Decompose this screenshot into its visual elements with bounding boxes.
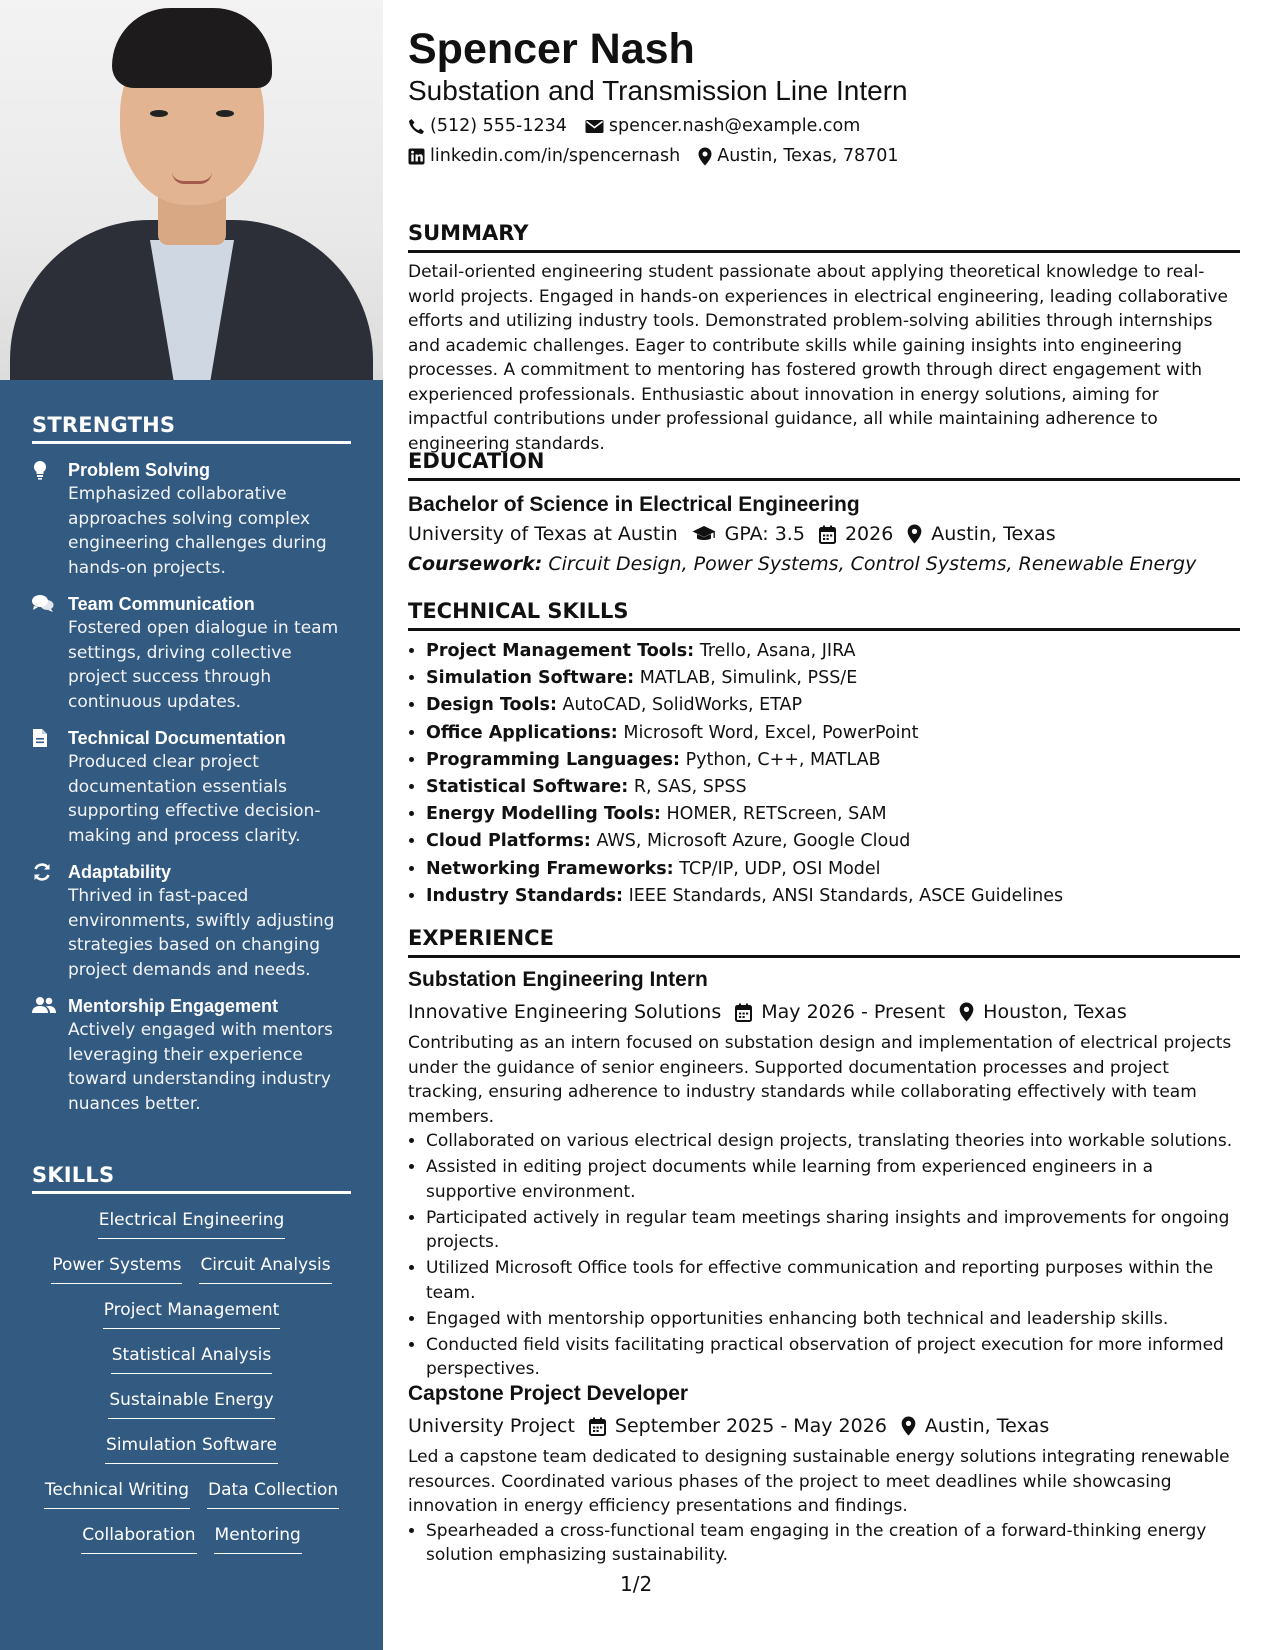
lightbulb-icon bbox=[32, 458, 68, 580]
map-pin-icon bbox=[901, 1416, 916, 1436]
contact-phone[interactable]: (512) 555-1234 bbox=[408, 114, 567, 138]
job-bullets bbox=[408, 1519, 1240, 1568]
envelope-icon bbox=[585, 119, 604, 134]
list-item: • Spearheaded a cross-functional team engaging in the creation of a forward-thinking energy solution emphasizing sustainability. bbox=[426, 1519, 1240, 1568]
main-content bbox=[408, 0, 1240, 1565]
graduation-cap-icon bbox=[692, 525, 716, 543]
strength-desc: Actively engaged with mentors leveraging their experience toward understanding industry nuances better. bbox=[68, 1020, 333, 1114]
calendar-icon bbox=[589, 1417, 606, 1436]
refresh-icon bbox=[32, 860, 68, 982]
list-item: • Assisted in editing project documents while learning from experienced engineers in a supportive environment. bbox=[426, 1155, 1240, 1204]
list-item: • Programming Languages: Python, C++, MATLAB bbox=[426, 747, 1258, 774]
education-entry bbox=[408, 491, 1240, 579]
education-location: Austin, Texas bbox=[907, 519, 1055, 549]
skill-chip: Data Collection bbox=[207, 1476, 339, 1509]
list-item: • Simulation Software: MATLAB, Simulink, PSS/E bbox=[426, 665, 1258, 692]
sidebar bbox=[0, 0, 383, 1650]
skill-row bbox=[32, 1341, 351, 1374]
strength-title: Adaptability bbox=[68, 862, 172, 882]
graduation-year: 2026 bbox=[819, 519, 893, 549]
coursework bbox=[408, 549, 1240, 579]
job-entry bbox=[408, 1380, 1240, 1569]
page-number: 1/2 bbox=[620, 1572, 653, 1596]
skill-row bbox=[32, 1476, 351, 1509]
strength-item bbox=[32, 994, 351, 1116]
map-pin-icon bbox=[698, 147, 712, 166]
list-item: • Cloud Platforms: AWS, Microsoft Azure, Google Cloud bbox=[426, 828, 1258, 855]
strength-item bbox=[32, 458, 351, 580]
skills-section bbox=[32, 1163, 351, 1554]
education-heading: EDUCATION bbox=[408, 447, 1240, 481]
strength-title: Technical Documentation bbox=[68, 728, 286, 748]
job-meta bbox=[408, 1411, 1240, 1441]
experience-heading: EXPERIENCE bbox=[408, 924, 1240, 958]
linkedin-icon bbox=[408, 148, 425, 165]
job-bullets bbox=[408, 1129, 1240, 1382]
skill-chip: Project Management bbox=[103, 1296, 281, 1329]
list-item: • Utilized Microsoft Office tools for effective communication and reporting purposes within the team. bbox=[426, 1256, 1240, 1305]
degree: Bachelor of Science in Electrical Engineering bbox=[408, 493, 860, 516]
strength-title: Problem Solving bbox=[68, 460, 211, 480]
coursework-label: Coursework: bbox=[408, 553, 543, 575]
strength-item bbox=[32, 592, 351, 714]
list-item: • Engaged with mentorship opportunities enhancing both technical and leadership skills. bbox=[426, 1307, 1240, 1332]
job-meta bbox=[408, 997, 1240, 1027]
list-item: • Design Tools: AutoCAD, SolidWorks, ETAP bbox=[426, 692, 1258, 719]
skill-chip: Sustainable Energy bbox=[108, 1386, 274, 1419]
strength-item bbox=[32, 726, 351, 848]
skill-chip: Technical Writing bbox=[44, 1476, 190, 1509]
candidate-name: Spencer Nash bbox=[408, 25, 695, 73]
list-item: • Statistical Software: R, SAS, SPSS bbox=[426, 774, 1258, 801]
contact-linkedin[interactable]: linkedin.com/in/spencernash bbox=[408, 144, 680, 168]
list-item: • Project Management Tools: Trello, Asana, JIRA bbox=[426, 638, 1258, 665]
job-dates: September 2025 - May 2026 bbox=[589, 1411, 887, 1441]
skill-chip: Mentoring bbox=[214, 1521, 302, 1554]
map-pin-icon bbox=[907, 524, 922, 544]
strengths-heading: STRENGTHS bbox=[32, 413, 351, 444]
skill-row bbox=[32, 1386, 351, 1419]
contact-row bbox=[408, 144, 1240, 168]
technical-skills-list bbox=[408, 638, 1258, 910]
strength-desc: Emphasized collaborative approaches solving complex engineering challenges during hands-on projects. bbox=[68, 484, 327, 578]
phone-icon bbox=[408, 118, 425, 135]
strength-desc: Thrived in fast-paced environments, swiftly adjusting strategies based on changing project demands and needs. bbox=[68, 886, 335, 980]
education-meta bbox=[408, 519, 1240, 549]
list-item: • Energy Modelling Tools: HOMER, RETScreen, SAM bbox=[426, 801, 1258, 828]
skill-row bbox=[32, 1296, 351, 1329]
job-title: Capstone Project Developer bbox=[408, 1382, 689, 1405]
skill-chip: Power Systems bbox=[51, 1251, 182, 1284]
document-icon bbox=[32, 726, 68, 848]
strength-title: Mentorship Engagement bbox=[68, 996, 279, 1016]
list-item: • Office Applications: Microsoft Word, Excel, PowerPoint bbox=[426, 720, 1258, 747]
users-icon bbox=[32, 994, 68, 1116]
summary-text: Detail-oriented engineering student passionate about applying theoretical knowledge to real-world projects. Engaged in hands-on experiences in electrical engineering, leading collaborative efforts and utilizing industry tools. Demonstrated problem-solving abilities through internships and academic challenges. Eager to contribute skills while gaining insights into engineering processes. A commitment to mentoring has fostered growth through direct engagement with experienced professionals. Enthusiastic about innovation in energy solutions, aiming for impactful contributions under professional guidance, all while maintaining adherence to engineering standards. bbox=[408, 262, 1228, 454]
skill-chips bbox=[32, 1206, 351, 1554]
skill-row bbox=[32, 1431, 351, 1464]
company: Innovative Engineering Solutions bbox=[408, 1001, 722, 1023]
contact-row bbox=[408, 114, 1240, 138]
chat-bubbles-icon bbox=[32, 592, 68, 714]
contact-email[interactable]: spencer.nash@example.com bbox=[585, 114, 860, 138]
profile-photo bbox=[0, 0, 383, 380]
technical-skills-heading: TECHNICAL SKILLS bbox=[408, 597, 1240, 631]
school: University of Texas at Austin bbox=[408, 523, 678, 545]
skill-chip: Simulation Software bbox=[105, 1431, 278, 1464]
skills-heading: SKILLS bbox=[32, 1163, 351, 1194]
strength-title: Team Communication bbox=[68, 594, 255, 614]
coursework-list: Circuit Design, Power Systems, Control Systems, Renewable Energy bbox=[548, 553, 1197, 575]
job-title: Substation Engineering Intern bbox=[408, 968, 708, 991]
contact-location: Austin, Texas, 78701 bbox=[698, 144, 898, 168]
calendar-icon bbox=[819, 525, 836, 544]
list-item: • Industry Standards: IEEE Standards, ANSI Standards, ASCE Guidelines bbox=[426, 883, 1258, 910]
strength-desc: Fostered open dialogue in team settings, driving collective project success through continuous updates. bbox=[68, 618, 339, 712]
skill-chip: Statistical Analysis bbox=[111, 1341, 272, 1374]
job-summary: Contributing as an intern focused on substation design and implementation of electrical projects under the guidance of senior engineers. Supported documentation processes and project tracking, ensuring adherence to industry standards while collaborating effectively with team members. bbox=[408, 1033, 1232, 1127]
skill-row bbox=[32, 1521, 351, 1554]
skill-row bbox=[32, 1251, 351, 1284]
skill-chip: Circuit Analysis bbox=[199, 1251, 331, 1284]
skill-chip: Collaboration bbox=[81, 1521, 196, 1554]
summary-heading: SUMMARY bbox=[408, 219, 1240, 253]
list-item: • Participated actively in regular team meetings sharing insights and improvements for ongoing projects. bbox=[426, 1206, 1240, 1255]
gpa: GPA: 3.5 bbox=[692, 519, 805, 549]
list-item: • Collaborated on various electrical design projects, translating theories into workable solutions. bbox=[426, 1129, 1240, 1154]
candidate-role: Substation and Transmission Line Intern bbox=[408, 75, 908, 106]
skill-row bbox=[32, 1206, 351, 1239]
job-entry bbox=[408, 966, 1240, 1383]
list-item: • Networking Frameworks: TCP/IP, UDP, OSI Model bbox=[426, 856, 1258, 883]
list-item: • Conducted field visits facilitating practical observation of project execution for more informed perspectives. bbox=[426, 1333, 1240, 1382]
calendar-icon bbox=[735, 1003, 752, 1022]
job-dates: May 2026 - Present bbox=[735, 997, 945, 1027]
map-pin-icon bbox=[959, 1002, 974, 1022]
skill-chip: Electrical Engineering bbox=[98, 1206, 286, 1239]
job-summary: Led a capstone team dedicated to designing sustainable energy solutions integrating renewable resources. Coordinated various phases of the project to meet deadlines while showcasing innovation in energy efficiency presentations and findings. bbox=[408, 1447, 1230, 1516]
job-location: Austin, Texas bbox=[901, 1411, 1049, 1441]
strength-desc: Produced clear project documentation essentials supporting effective decision-making and process clarity. bbox=[68, 752, 321, 846]
job-location: Houston, Texas bbox=[959, 997, 1127, 1027]
strength-item bbox=[32, 860, 351, 982]
company: University Project bbox=[408, 1415, 575, 1437]
strengths-section bbox=[32, 413, 351, 1116]
